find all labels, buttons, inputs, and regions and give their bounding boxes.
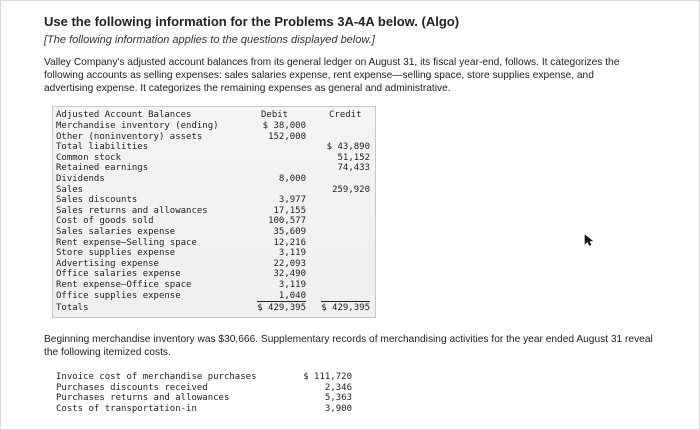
item-amount: 5,363 xyxy=(324,393,352,404)
table-row xyxy=(56,174,372,185)
item-label: Purchases discounts received xyxy=(56,382,208,393)
supplementary-paragraph: Beginning merchandise inventory was $30,666. Supplementary records of merchandising activities for the year ended August 31 reveal the following itemized costs. xyxy=(44,334,653,358)
row-credit: $ 43,890 xyxy=(326,142,370,153)
column-header-account: Adjusted Account Balances xyxy=(56,110,192,120)
row-label: Cost of goods sold xyxy=(56,216,154,227)
table-row xyxy=(56,121,372,132)
page-title: Use the following information for the Problems 3A-4A below. (Algo) xyxy=(44,14,460,29)
intro-paragraph: Valley Company's adjusted account balances from its general ledger on August 31, its fiscal year-end, follows. It categorizes the following accounts as selling expenses: sales salaries expense, rent expense—selling space, store supplies expense, and advertising expense. It categorizes the remaining expenses as general and administrative. xyxy=(44,57,620,94)
table-row xyxy=(56,248,372,259)
row-label: Total liabilities xyxy=(56,142,149,153)
column-header-debit: Debit xyxy=(261,110,289,120)
purchases-table xyxy=(56,372,376,414)
row-debit: 100,577 xyxy=(268,216,306,227)
item-label: Invoice cost of merchandise purchases xyxy=(56,372,257,382)
table-row xyxy=(56,142,372,153)
totals-row xyxy=(56,303,372,315)
table-row xyxy=(56,280,372,291)
table-row xyxy=(56,206,372,217)
table-row xyxy=(56,259,372,270)
row-label: Rent expense—Office space xyxy=(56,279,192,290)
item-amount: 3,900 xyxy=(324,403,352,414)
row-label: Sales salaries expense xyxy=(56,226,176,237)
item-amount: $ 111,720 xyxy=(303,372,352,382)
row-label: Office supplies expense xyxy=(56,290,181,301)
table-row xyxy=(56,163,372,174)
row-label: Rent expense—Selling space xyxy=(56,237,197,248)
list-item xyxy=(56,404,376,415)
row-debit: 35,609 xyxy=(273,226,306,237)
item-label: Costs of transportation-in xyxy=(56,403,197,414)
row-debit: 12,216 xyxy=(273,237,306,248)
totals-debit: $ 429,395 xyxy=(257,303,306,313)
row-label: Advertising expense xyxy=(56,258,159,269)
row-debit: 22,093 xyxy=(273,258,306,269)
page-subtitle: [The following information applies to the questions displayed below.] xyxy=(44,34,375,46)
column-header-credit: Credit xyxy=(329,110,362,120)
ledger-rows xyxy=(56,121,372,301)
totals-label: Totals xyxy=(56,303,89,313)
table-row xyxy=(56,195,372,206)
row-label: Office salaries expense xyxy=(56,269,181,280)
row-debit: 32,490 xyxy=(273,269,306,280)
table-row xyxy=(56,185,372,196)
mouse-cursor-icon xyxy=(584,234,594,246)
row-label: Sales xyxy=(56,184,84,195)
row-label: Sales returns and allowances xyxy=(56,205,208,216)
row-debit: 3,119 xyxy=(278,279,306,290)
table-row xyxy=(56,291,372,302)
item-label: Purchases returns and allowances xyxy=(56,393,230,404)
row-debit: 8,000 xyxy=(278,173,306,184)
row-label: Retained earnings xyxy=(56,163,149,174)
row-label: Sales discounts xyxy=(56,195,138,206)
row-credit: 74,433 xyxy=(337,163,370,174)
row-label: Store supplies expense xyxy=(56,248,176,259)
list-item xyxy=(56,393,376,404)
row-debit: 17,155 xyxy=(273,205,306,216)
totals-credit: $ 429,395 xyxy=(321,303,370,313)
row-credit: 51,152 xyxy=(337,152,370,163)
table-row xyxy=(56,238,372,249)
row-label: Merchandise inventory (ending) xyxy=(56,121,219,131)
row-credit: 259,920 xyxy=(332,184,370,195)
row-label: Other (noninventory) assets xyxy=(56,131,203,142)
table-row xyxy=(56,132,372,143)
row-label: Common stock xyxy=(56,152,122,163)
row-debit: 1,040 xyxy=(278,290,306,301)
adjusted-balances-table xyxy=(52,106,376,318)
list-item xyxy=(56,372,376,383)
row-debit: 3,977 xyxy=(278,195,306,206)
table-row xyxy=(56,153,372,164)
row-debit: 3,119 xyxy=(278,248,306,259)
row-debit: $ 38,000 xyxy=(262,121,306,131)
row-debit: 152,000 xyxy=(268,131,306,142)
item-amount: 2,346 xyxy=(324,382,352,393)
table-row xyxy=(56,227,372,238)
row-label: Dividends xyxy=(56,173,105,184)
list-item xyxy=(56,383,376,394)
table-row xyxy=(56,269,372,280)
table-row xyxy=(56,216,372,227)
